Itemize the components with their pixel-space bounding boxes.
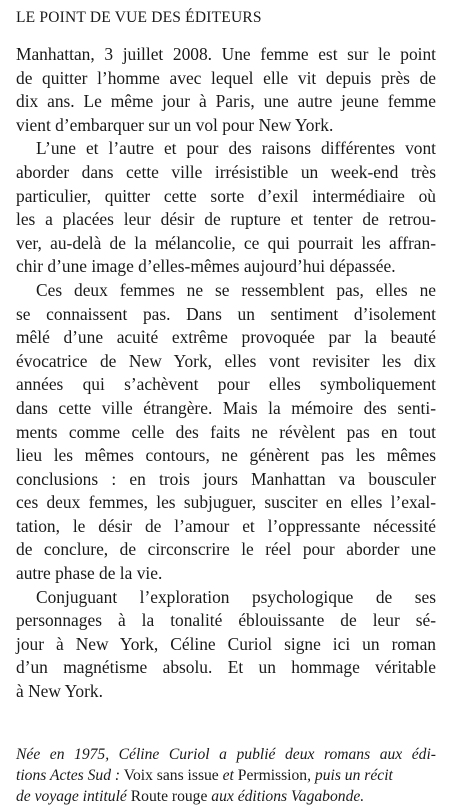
text-line: d’un magnétisme absolu. Et un hommage véritable (16, 657, 436, 678)
paragraph-2 (16, 137, 436, 279)
text-line: années qui s’achèvent pour elles symboliquement (16, 374, 436, 395)
text-line: de quitter l’homme avec lequel elle vit depuis près de (16, 67, 436, 88)
page-heading: LE POINT DE VUE DES ÉDITEURS (16, 9, 262, 26)
text-line: particulier, quitter cette sorte d’exil intermédiaire où (16, 185, 436, 206)
book-title: Voix sans issue (120, 767, 219, 784)
paragraph-3 (16, 279, 436, 586)
text-line: dix ans. Le même jour à Paris, une autre jeune femme (16, 91, 436, 112)
text-line: Ces deux femmes ne se ressemblent pas, elles ne (36, 279, 436, 300)
bio-line (16, 765, 436, 786)
text-line: se connaissent pas. Dans un sentiment d’isolement (16, 303, 436, 324)
text-line: ces deux femmes, les subjuguer, susciter en elles l’exal- (16, 492, 436, 513)
text-line: Conjuguant l’exploration psychologique de ses (36, 586, 436, 607)
bio-line: Née en 1975, Céline Curiol a publié deux romans aux édi- (16, 746, 436, 763)
bio-text: aux éditions Vagabonde. (207, 788, 365, 805)
bio-text: et (218, 767, 238, 784)
text-line: lieu les mêmes contours, ne génèrent pas les mêmes (16, 445, 436, 466)
bio-text: , puis un récit (307, 767, 393, 784)
book-title: Route rouge (130, 788, 208, 805)
author-bio (16, 744, 436, 807)
text-line: L’une et l’autre et pour des raisons différentes vont (36, 138, 436, 159)
text-line: évocatrice de New York, elles vont revisiter les dix (16, 350, 436, 371)
paragraph-1 (16, 43, 436, 137)
bio-text: de voyage intitulé (16, 788, 131, 805)
text-line: ver, au-delà de la mélancolie, ce qui pourrait les affran- (16, 232, 436, 253)
text-line: tation, le désir de l’amour et l’oppressante nécessité (16, 515, 436, 536)
text-line: ments comme celle des faits ne révèlent pas en tout (16, 421, 436, 442)
text-line: dans cette ville étrangère. Mais la mémoire des senti- (16, 397, 436, 418)
text-line: autre phase de la vie. (16, 563, 163, 584)
text-line: vient d’embarquer sur un vol pour New York. (16, 114, 334, 135)
text-line: mêlé d’une acuité extrême provoquée par la beauté (16, 327, 436, 348)
text-line: Manhattan, 3 juillet 2008. Une femme est sur le point (16, 44, 436, 64)
text-line: chir d’une image d’elles-mêmes aujourd’hui dépassée. (16, 256, 396, 277)
text-line: personnages à la tonalité éblouissante de leur sé- (16, 610, 436, 631)
bio-line (16, 786, 436, 807)
text-line: les a placées leur désir de rupture et tenter de retrou- (16, 209, 436, 230)
text-line: aborder dans cette ville irrésistible un week-end très (16, 161, 436, 182)
text-line: jour à New York, Céline Curiol signe ici un roman (16, 633, 436, 654)
text-line: conclusions : en trois jours Manhattan va bousculer (16, 468, 436, 489)
book-title: Permission (237, 767, 308, 784)
paragraph-4 (16, 586, 436, 704)
bio-text: tions Actes Sud : (16, 767, 121, 784)
text-line: à New York. (16, 681, 103, 702)
publisher-note (16, 8, 436, 704)
text-line: de conclure, de circonscrire le réel pour aborder une (16, 539, 436, 560)
